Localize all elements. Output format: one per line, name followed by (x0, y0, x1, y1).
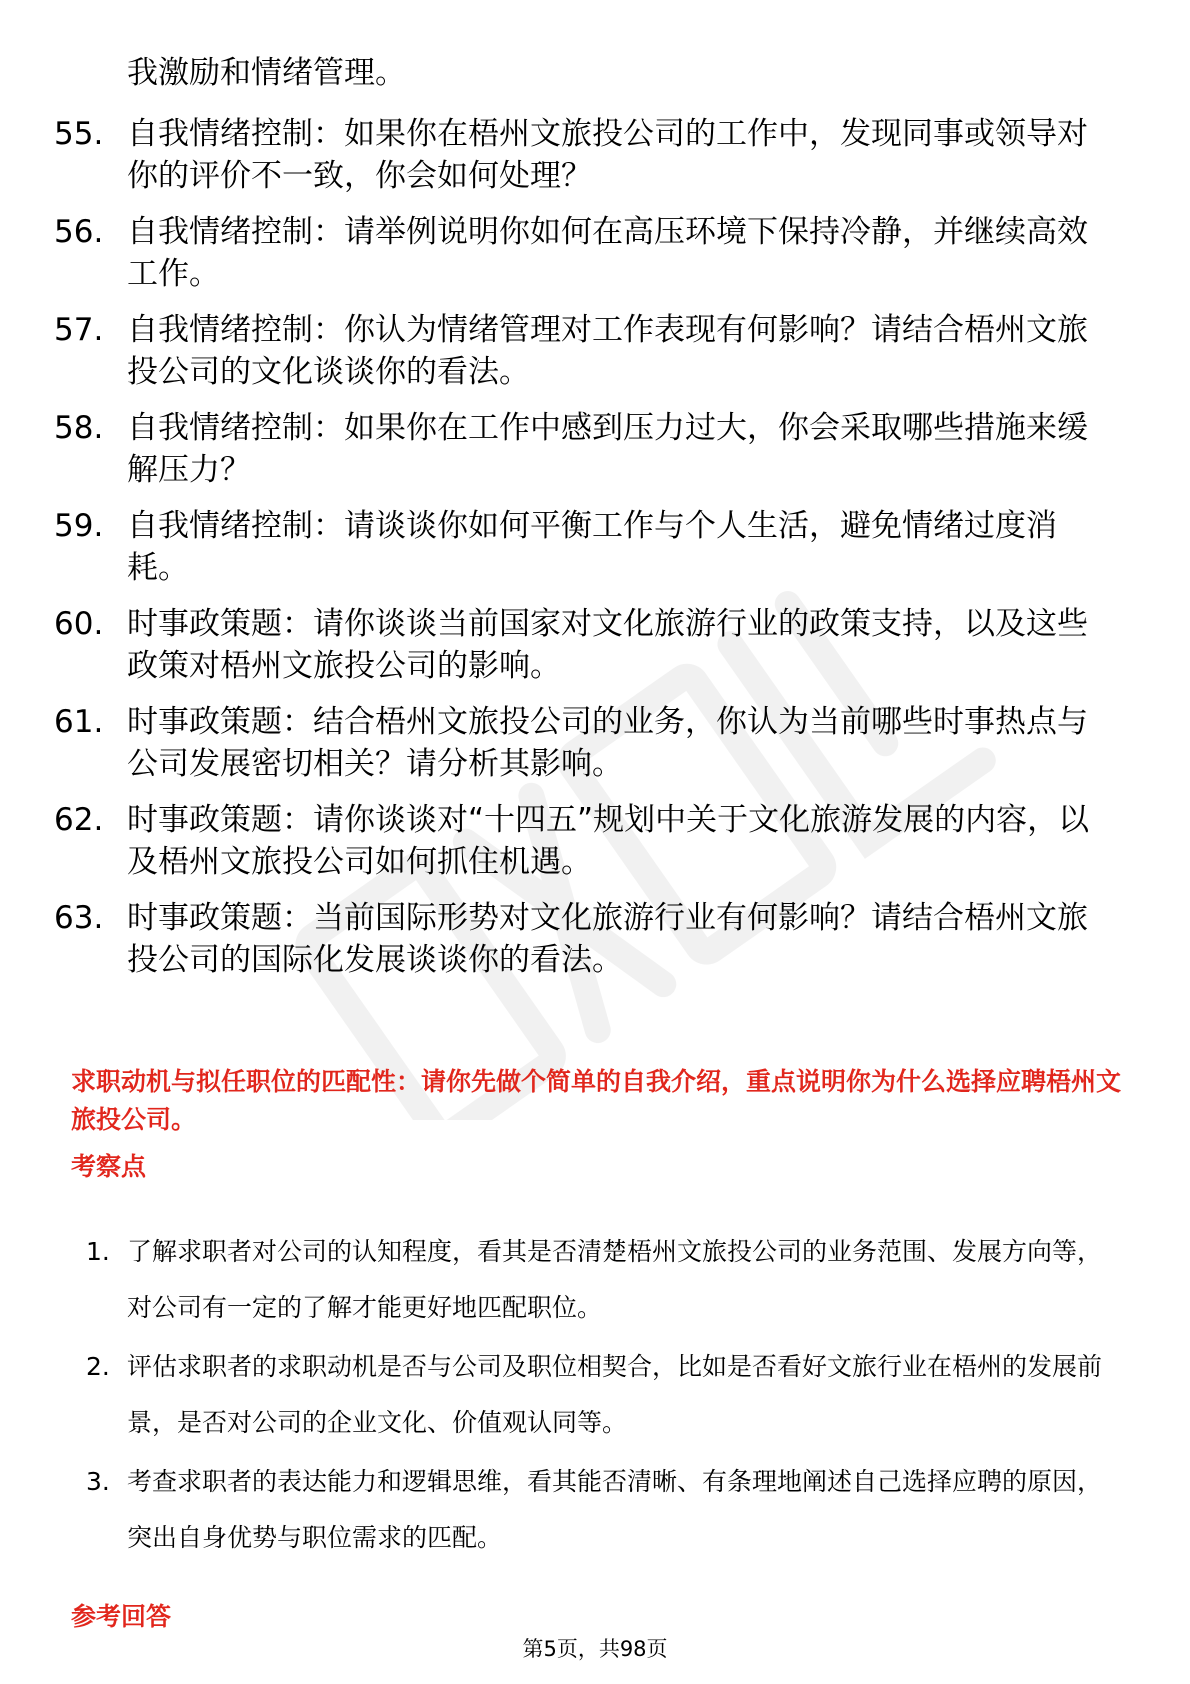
kaocha-point (0, 1339, 1190, 1454)
question-text: 自我情绪控制：请谈谈你如何平衡工作与个人生活，避免情绪过度消耗。 (127, 508, 1057, 586)
point-number: 2. (86, 1352, 110, 1381)
question-text: 自我情绪控制：你认为情绪管理对工作表现有何影响？请结合梧州文旅投公司的文化谈谈你的看法。 (127, 312, 1088, 390)
kaocha-point (0, 1454, 1190, 1569)
kaocha-point-list (0, 1224, 1190, 1569)
question-number: 63. (54, 900, 104, 936)
question-number: 55. (54, 116, 104, 152)
question-text: 时事政策题：请你谈谈对“十四五”规划中关于文化旅游发展的内容，以及梧州文旅投公司如何抓住机遇。 (127, 802, 1090, 880)
continuation-text: 我激励和情绪管理。 (127, 55, 406, 91)
question-number: 58. (54, 410, 104, 446)
question-text: 时事政策题：请你谈谈当前国家对文化旅游行业的政策支持，以及这些政策对梧州文旅投公司的影响。 (127, 606, 1088, 684)
question-list (0, 113, 1190, 995)
question-number: 59. (54, 508, 104, 544)
question-number: 60. (54, 606, 104, 642)
question-item (0, 309, 1190, 407)
question-item (0, 603, 1190, 701)
question-item (0, 113, 1190, 211)
point-text: 评估求职者的求职动机是否与公司及职位相契合，比如是否看好文旅行业在梧州的发展前景，是否对公司的企业文化、价值观认同等。 (127, 1352, 1103, 1437)
point-number: 1. (86, 1237, 110, 1266)
question-item (0, 897, 1190, 995)
page-footer: 第5页，共98页 (522, 1637, 668, 1661)
question-text: 自我情绪控制：请举例说明你如何在高压环境下保持冷静，并继续高效工作。 (127, 214, 1088, 292)
question-item (0, 505, 1190, 603)
question-item (0, 701, 1190, 799)
kaocha-heading: 考察点 (71, 1152, 147, 1181)
section-question-heading: 求职动机与拟任职位的匹配性：请你先做个简单的自我介绍，重点说明你为什么选择应聘梧州文旅投公司。 (71, 1067, 1122, 1134)
question-item (0, 211, 1190, 309)
point-text: 考查求职者的表达能力和逻辑思维，看其能否清晰、有条理地阐述自己选择应聘的原因，突出自身优势与职位需求的匹配。 (127, 1467, 1103, 1552)
kaocha-point (0, 1224, 1190, 1339)
point-number: 3. (86, 1467, 110, 1496)
question-text: 自我情绪控制：如果你在梧州文旅投公司的工作中，发现同事或领导对你的评价不一致，你会如何处理？ (127, 116, 1088, 194)
question-number: 56. (54, 214, 104, 250)
question-text: 自我情绪控制：如果你在工作中感到压力过大，你会采取哪些措施来缓解压力？ (127, 410, 1088, 488)
reference-answer-heading: 参考回答 (71, 1602, 172, 1631)
question-item (0, 407, 1190, 505)
question-number: 62. (54, 802, 104, 838)
question-text: 时事政策题：当前国际形势对文化旅游行业有何影响？请结合梧州文旅投公司的国际化发展谈谈你的看法。 (127, 900, 1088, 978)
question-item (0, 799, 1190, 897)
question-number: 57. (54, 312, 104, 348)
question-text: 时事政策题：结合梧州文旅投公司的业务，你认为当前哪些时事热点与公司发展密切相关？请分析其影响。 (127, 704, 1088, 782)
question-number: 61. (54, 704, 104, 740)
point-text: 了解求职者对公司的认知程度，看其是否清楚梧州文旅投公司的业务范围、发展方向等，对公司有一定的了解才能更好地匹配职位。 (127, 1237, 1103, 1322)
